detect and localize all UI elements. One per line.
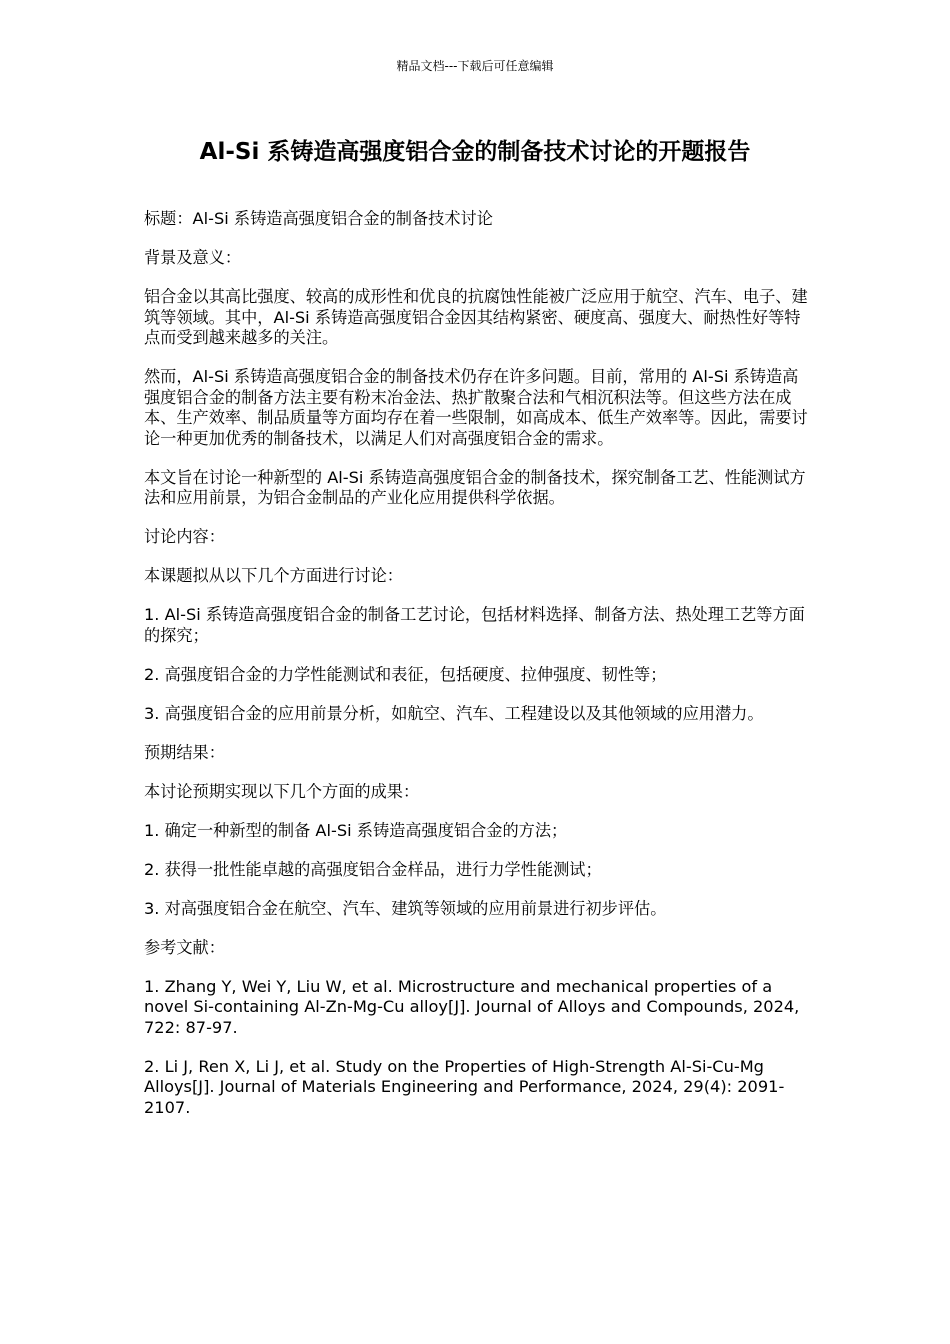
list-item: 2. 高强度铝合金的力学性能测试和表征，包括硬度、拉伸强度、韧性等； — [144, 664, 667, 684]
section-heading-references: 参考文献： — [144, 937, 225, 957]
section-heading-results: 预期结果： — [144, 742, 225, 762]
body-paragraph: 本文旨在讨论一种新型的 Al-Si 系铸造高强度铝合金的制备技术，探究制备工艺、性能测试方法和应用前景，为铝合金制品的产业化应用提供科学依据。 — [144, 467, 806, 507]
document-body — [144, 209, 810, 1137]
body-paragraph: 本讨论预期实现以下几个方面的成果： — [144, 781, 420, 801]
list-item: 3. 对高强度铝合金在航空、汽车、建筑等领域的应用前景进行初步评估。 — [144, 898, 667, 918]
reference-item: 2. Li J, Ren X, Li J, et al. Study on the Properties of High-Strength Al-Si-Cu-Mg Alloys[J]. Journal of Materials Engineering and Performance, 2024, 29(4): 2091-2107. — [144, 1056, 785, 1117]
section-heading-background: 背景及意义： — [144, 248, 242, 267]
list-item: 3. 高强度铝合金的应用前景分析，如航空、汽车、工程建设以及其他领域的应用潜力。 — [144, 703, 764, 723]
body-paragraph: 然而，Al-Si 系铸造高强度铝合金的制备技术仍存在许多问题。目前，常用的 Al-Si 系铸造高强度铝合金的制备方法主要有粉末冶金法、热扩散聚合法和气相沉积法等。但这些方法在成本、生产效率、制品质量等方面均存在着一些限制，如高成本、低生产效率等。因此，需要讨论一种更加优秀的制备技术，以满足人们对高强度铝合金的需求。 — [144, 367, 808, 448]
body-paragraph: 本课题拟从以下几个方面进行讨论： — [144, 566, 403, 585]
subject-line: 标题：Al-Si 系铸造高强度铝合金的制备技术讨论 — [144, 209, 493, 228]
reference-item: 1. Zhang Y, Wei Y, Liu W, et al. Microstructure and mechanical properties of a novel Si-containing Al-Zn-Mg-Cu alloy[J]. Journal of Alloys and Compounds, 2024, 722: 87-97. — [144, 976, 800, 1037]
section-heading-discussion: 讨论内容： — [144, 527, 225, 546]
header-note: 精品文档---下载后可任意编辑 — [396, 59, 554, 73]
list-item: 1. Al-Si 系铸造高强度铝合金的制备工艺讨论，包括材料选择、制备方法、热处理工艺等方面的探究； — [144, 605, 805, 645]
list-item: 1. 确定一种新型的制备 Al-Si 系铸造高强度铝合金的方法； — [144, 820, 568, 840]
document-title: Al-Si 系铸造高强度铝合金的制备技术讨论的开题报告 — [199, 139, 751, 165]
list-item: 2. 获得一批性能卓越的高强度铝合金样品，进行力学性能测试； — [144, 859, 602, 879]
body-paragraph: 铝合金以其高比强度、较高的成形性和优良的抗腐蚀性能被广泛应用于航空、汽车、电子、建筑等领域。其中，Al-Si 系铸造高强度铝合金因其结构紧密、硬度高、强度大、耐热性好等特点而受到越来越多的关注。 — [144, 287, 808, 347]
